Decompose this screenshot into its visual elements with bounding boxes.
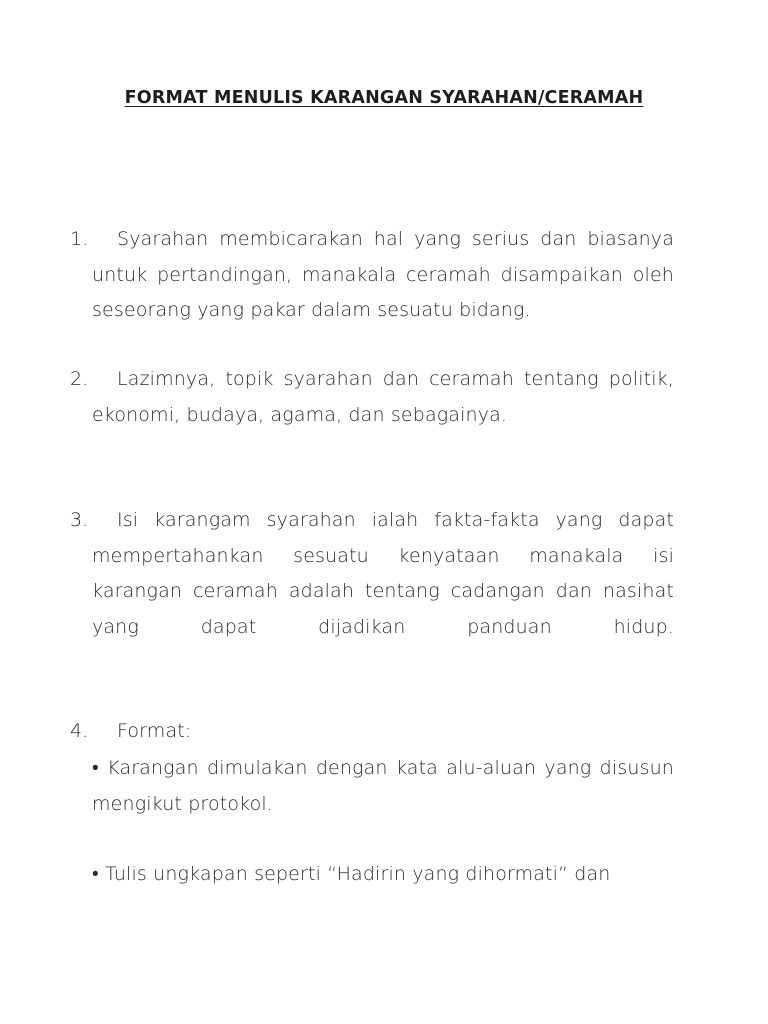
item-number: 1. (70, 228, 89, 250)
item-number: 4. (70, 720, 89, 742)
item-text (92, 362, 674, 433)
item-3-text: Isi karangam syarahan ialah fakta-fakta yang dapat mempertahankan sesuatu kenyataan manakala isi karangan ceramah adalah tentang cadangan dan nasihat yang dapat dijadikan panduan hidup. (92, 509, 674, 638)
document-title: FORMAT MENULIS KARANGAN SYARAHAN/CERAMAH (124, 88, 644, 108)
item-number: 2. (70, 368, 89, 390)
item-text (92, 222, 674, 329)
item-text (92, 503, 674, 645)
bullet-item: • Karangan dimulakan dengan kata alu-aluan yang disusun mengikut protokol. (92, 757, 674, 815)
item-text (92, 714, 674, 750)
item-number: 3. (70, 509, 89, 531)
bullet-item: • Tulis ungkapan seperti “Hadirin yang dihormati” dan (92, 863, 611, 885)
item-2-text: Lazimnya, topik syarahan dan ceramah tentang politik, ekonomi, budaya, agama, dan sebagainya. (92, 368, 674, 426)
item-1-text: Syarahan membicarakan hal yang serius dan biasanya untuk pertandingan, manakala ceramah disampaikan oleh seseorang yang pakar dalam sesuatu bidang. (92, 228, 674, 321)
item-4-text: Format: (117, 720, 192, 742)
